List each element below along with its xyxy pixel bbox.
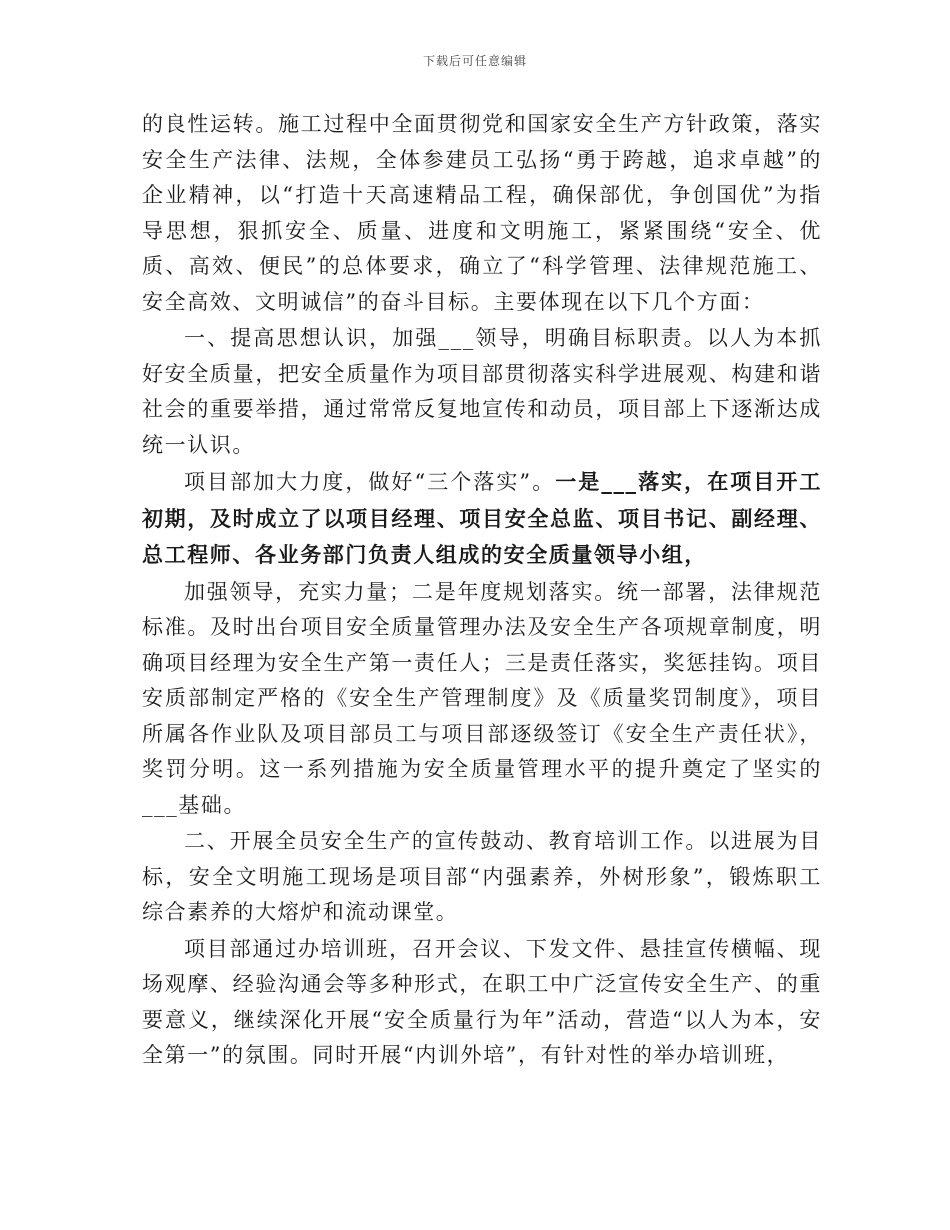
document-body [142,107,822,1074]
paragraph-6: 项目部通过办培训班，召开会议、下发文件、悬挂宣传横幅、现场观摩、经验沟通会等多种形式，在职工中广泛宣传安全生产、的重要意义，继续深化开展“安全质量行为年”活动，营造“以人为本，安全第一”的氛围。同时开展“内训外培”，有针对性的举办培训班， [142,936,822,1067]
paragraph-2: 一、提高思想认识，加强___领导，明确目标职责。以人为本抓好安全质量，把安全质量作为项目部贯彻落实科学进展观、构建和谐社会的重要举措，通过常常反复地宣传和动员，项目部上下逐渐达成统一认识。 [142,326,822,457]
paragraph-3 [142,464,822,574]
paragraph-4: 加强领导，充实力量；二是年度规划落实。统一部署，法律规范标准。及时出台项目安全质量管理办法及安全生产各项规章制度，明确项目经理为安全生产第一责任人；三是责任落实，奖惩挂钩。项目安质部制定严格的《安全生产管理制度》及《质量奖罚制度》，项目所属各作业队及项目部员工与项目部逐级签订《安全生产责任状》，奖罚分明。这一系列措施为安全质量管理水平的提升奠定了坚实的___基础。 [142,579,822,817]
page-header: 下载后可任意编辑 [422,54,527,68]
paragraph-5: 二、开展全员安全生产的宣传鼓动、教育培训工作。以进展为目标，安全文明施工现场是项目部“内强素养，外树形象”，锻炼职工综合素养的大熔炉和流动课堂。 [142,829,822,924]
paragraph-3-normal-text: 项目部加大力度，做好“三个落实”。 [184,470,556,494]
paragraph-3-bold-text: 一是___落实，在项目开工初期，及时成立了以项目经理、项目安全总监、项目书记、副经理、总工程师、各业务部门负责人组成的安全质量领导小组， [142,469,822,567]
paragraph-1: 的良性运转。施工过程中全面贯彻党和国家安全生产方针政策，落实安全生产法律、法规，全体参建员工弘扬“勇于跨越，追求卓越”的企业精神，以“打造十天高速精品工程，确保部优，争创国优”为指导思想，狠抓安全、质量、进度和文明施工，紧紧围绕“安全、优质、高效、便民”的总体要求，确立了“科学管理、法律规范施工、安全高效、文明诚信”的奋斗目标。主要体现在以下几个方面： [142,112,822,314]
